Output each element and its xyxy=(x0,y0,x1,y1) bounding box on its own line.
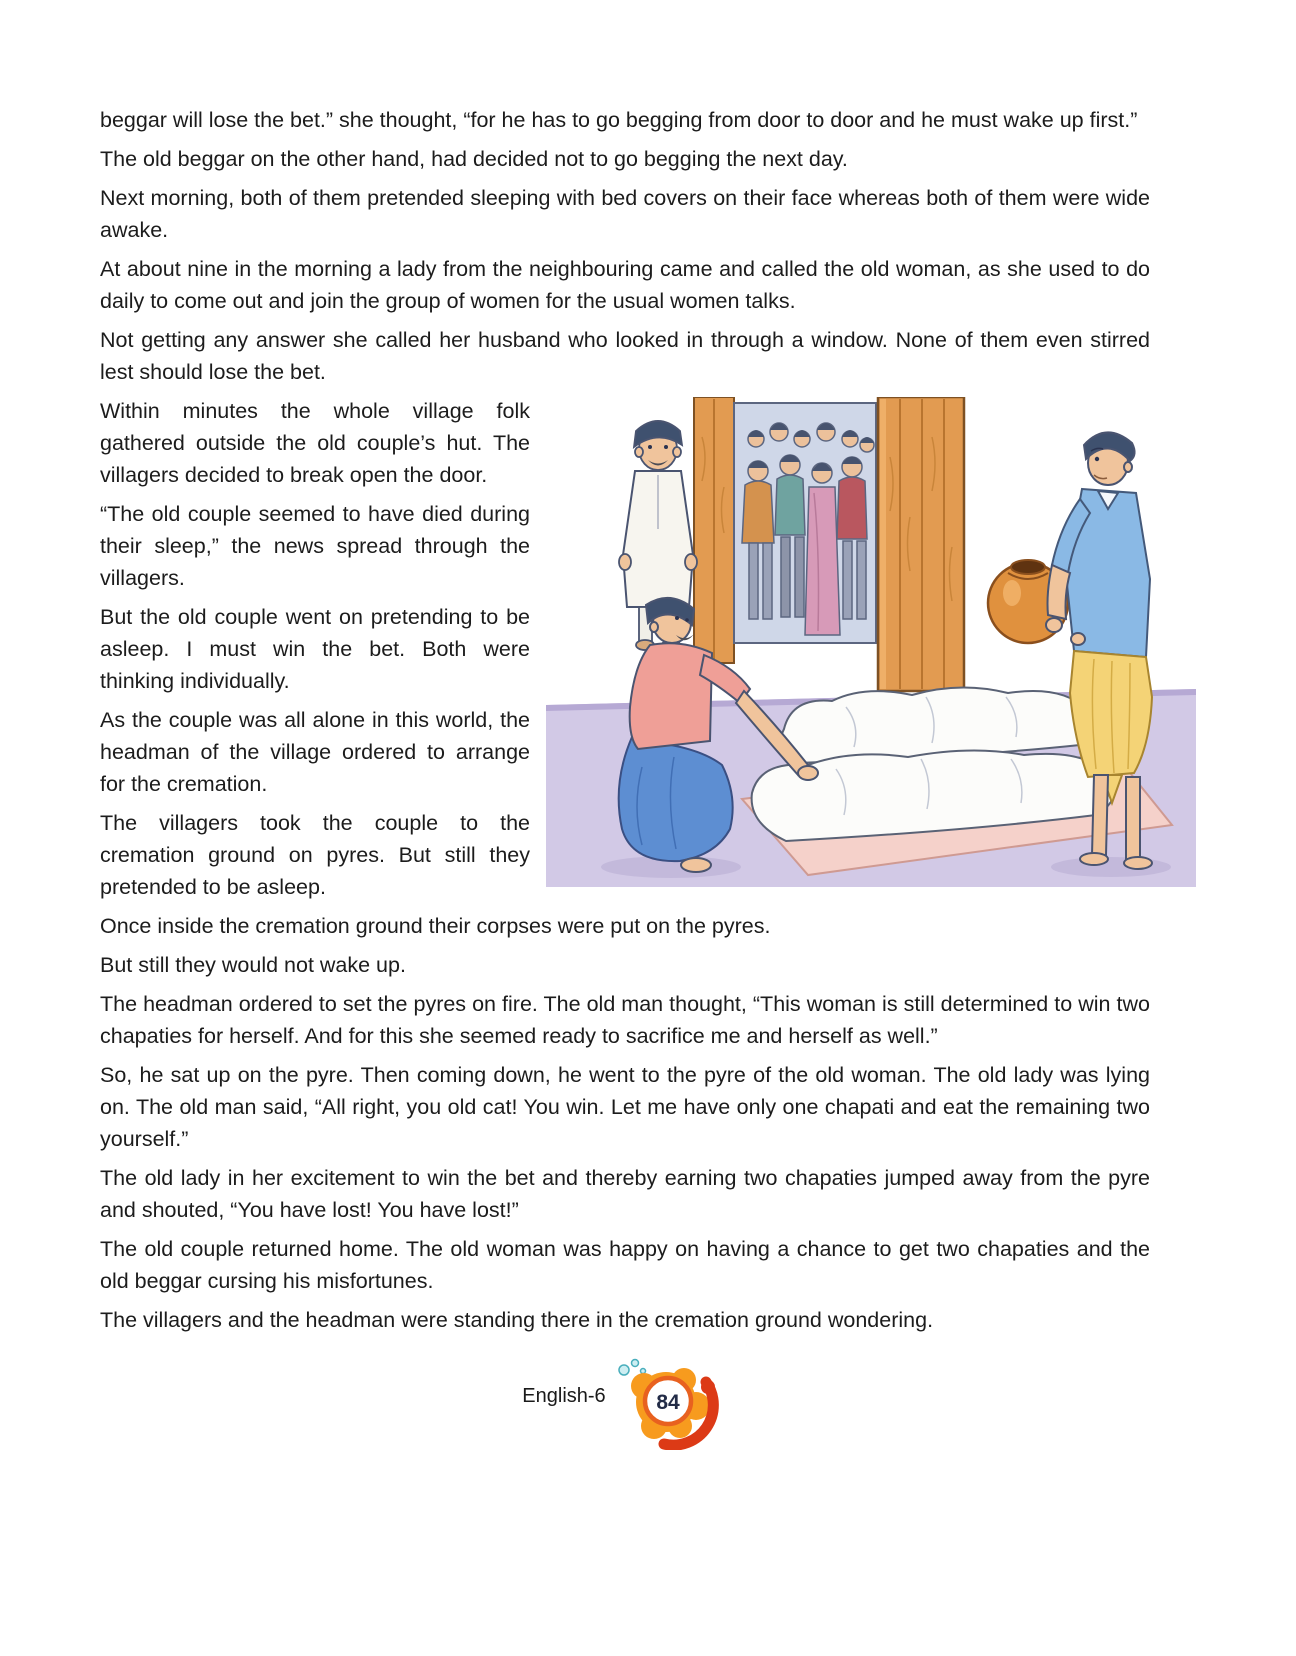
story-paragraph: Not getting any answer she called her husband who looked in through a window. None of them even stirred lest should lose the bet. xyxy=(100,328,1150,384)
story-text xyxy=(100,104,1150,1336)
story-paragraph: The villagers took the couple to the cremation ground on pyres. But still they pretended to be asleep. xyxy=(100,811,530,899)
story-paragraph: The old couple returned home. The old woman was happy on having a chance to get two chapaties and the old beggar cursing his misfortunes. xyxy=(100,1237,1150,1293)
story-paragraph: Within minutes the whole village folk gathered outside the old couple’s hut. The villagers decided to break open the door. xyxy=(100,399,530,487)
page-number-badge xyxy=(610,1354,728,1450)
page-footer xyxy=(100,1354,1150,1450)
story-paragraph: beggar will lose the bet.” she thought, “for he has to go begging from door to door and he must wake up first.” xyxy=(100,108,1138,132)
page-number-ornament xyxy=(610,1354,728,1450)
story-paragraph: The headman ordered to set the pyres on fire. The old man thought, “This woman is still determined to win two chapaties for herself. And for this she seemed ready to sacrifice me and herself as well.” xyxy=(100,992,1150,1048)
story-illustration xyxy=(546,397,1196,887)
door-right xyxy=(878,397,964,691)
story-paragraph: But still they would not wake up. xyxy=(100,953,406,977)
story-paragraph: The old beggar on the other hand, had decided not to go begging the next day. xyxy=(100,147,848,171)
story-paragraph: As the couple was all alone in this world, the headman of the village ordered to arrange for the cremation. xyxy=(100,708,530,796)
bubbles-icon xyxy=(619,1360,646,1376)
story-paragraph: So, he sat up on the pyre. Then coming down, he went to the pyre of the old woman. The old lady was lying on. The old man said, “All right, you old cat! You win. Let me have only one chapati and eat the remaining two yourself.” xyxy=(100,1063,1150,1151)
door-left xyxy=(694,397,734,663)
page-number: 84 xyxy=(656,1391,680,1414)
villager-crowd xyxy=(734,403,876,643)
story-paragraph: Next morning, both of them pretended sleeping with bed covers on their face whereas both of them were wide awake. xyxy=(100,186,1150,242)
story-paragraph: At about nine in the morning a lady from the neighbouring came and called the old woman, as she used to do daily to come out and join the group of women for the usual women talks. xyxy=(100,257,1150,313)
text-with-illustration xyxy=(100,395,1150,910)
footer-book-label: English-6 xyxy=(522,1384,606,1407)
shadow xyxy=(1051,857,1171,877)
story-paragraph: The old lady in her excitement to win the bet and thereby earning two chapaties jumped away from the pyre and shouted, “You have lost! You have lost!” xyxy=(100,1166,1150,1222)
story-paragraph: “The old couple seemed to have died during their sleep,” the news spread through the villagers. xyxy=(100,502,530,590)
story-paragraph: But the old couple went on pretending to be asleep. I must win the bet. Both were thinking individually. xyxy=(100,605,530,693)
hut-scene xyxy=(546,397,1196,887)
story-paragraph: The villagers and the headman were standing there in the cremation ground wondering. xyxy=(100,1308,934,1332)
story-paragraph: Once inside the cremation ground their corpses were put on the pyres. xyxy=(100,914,771,938)
